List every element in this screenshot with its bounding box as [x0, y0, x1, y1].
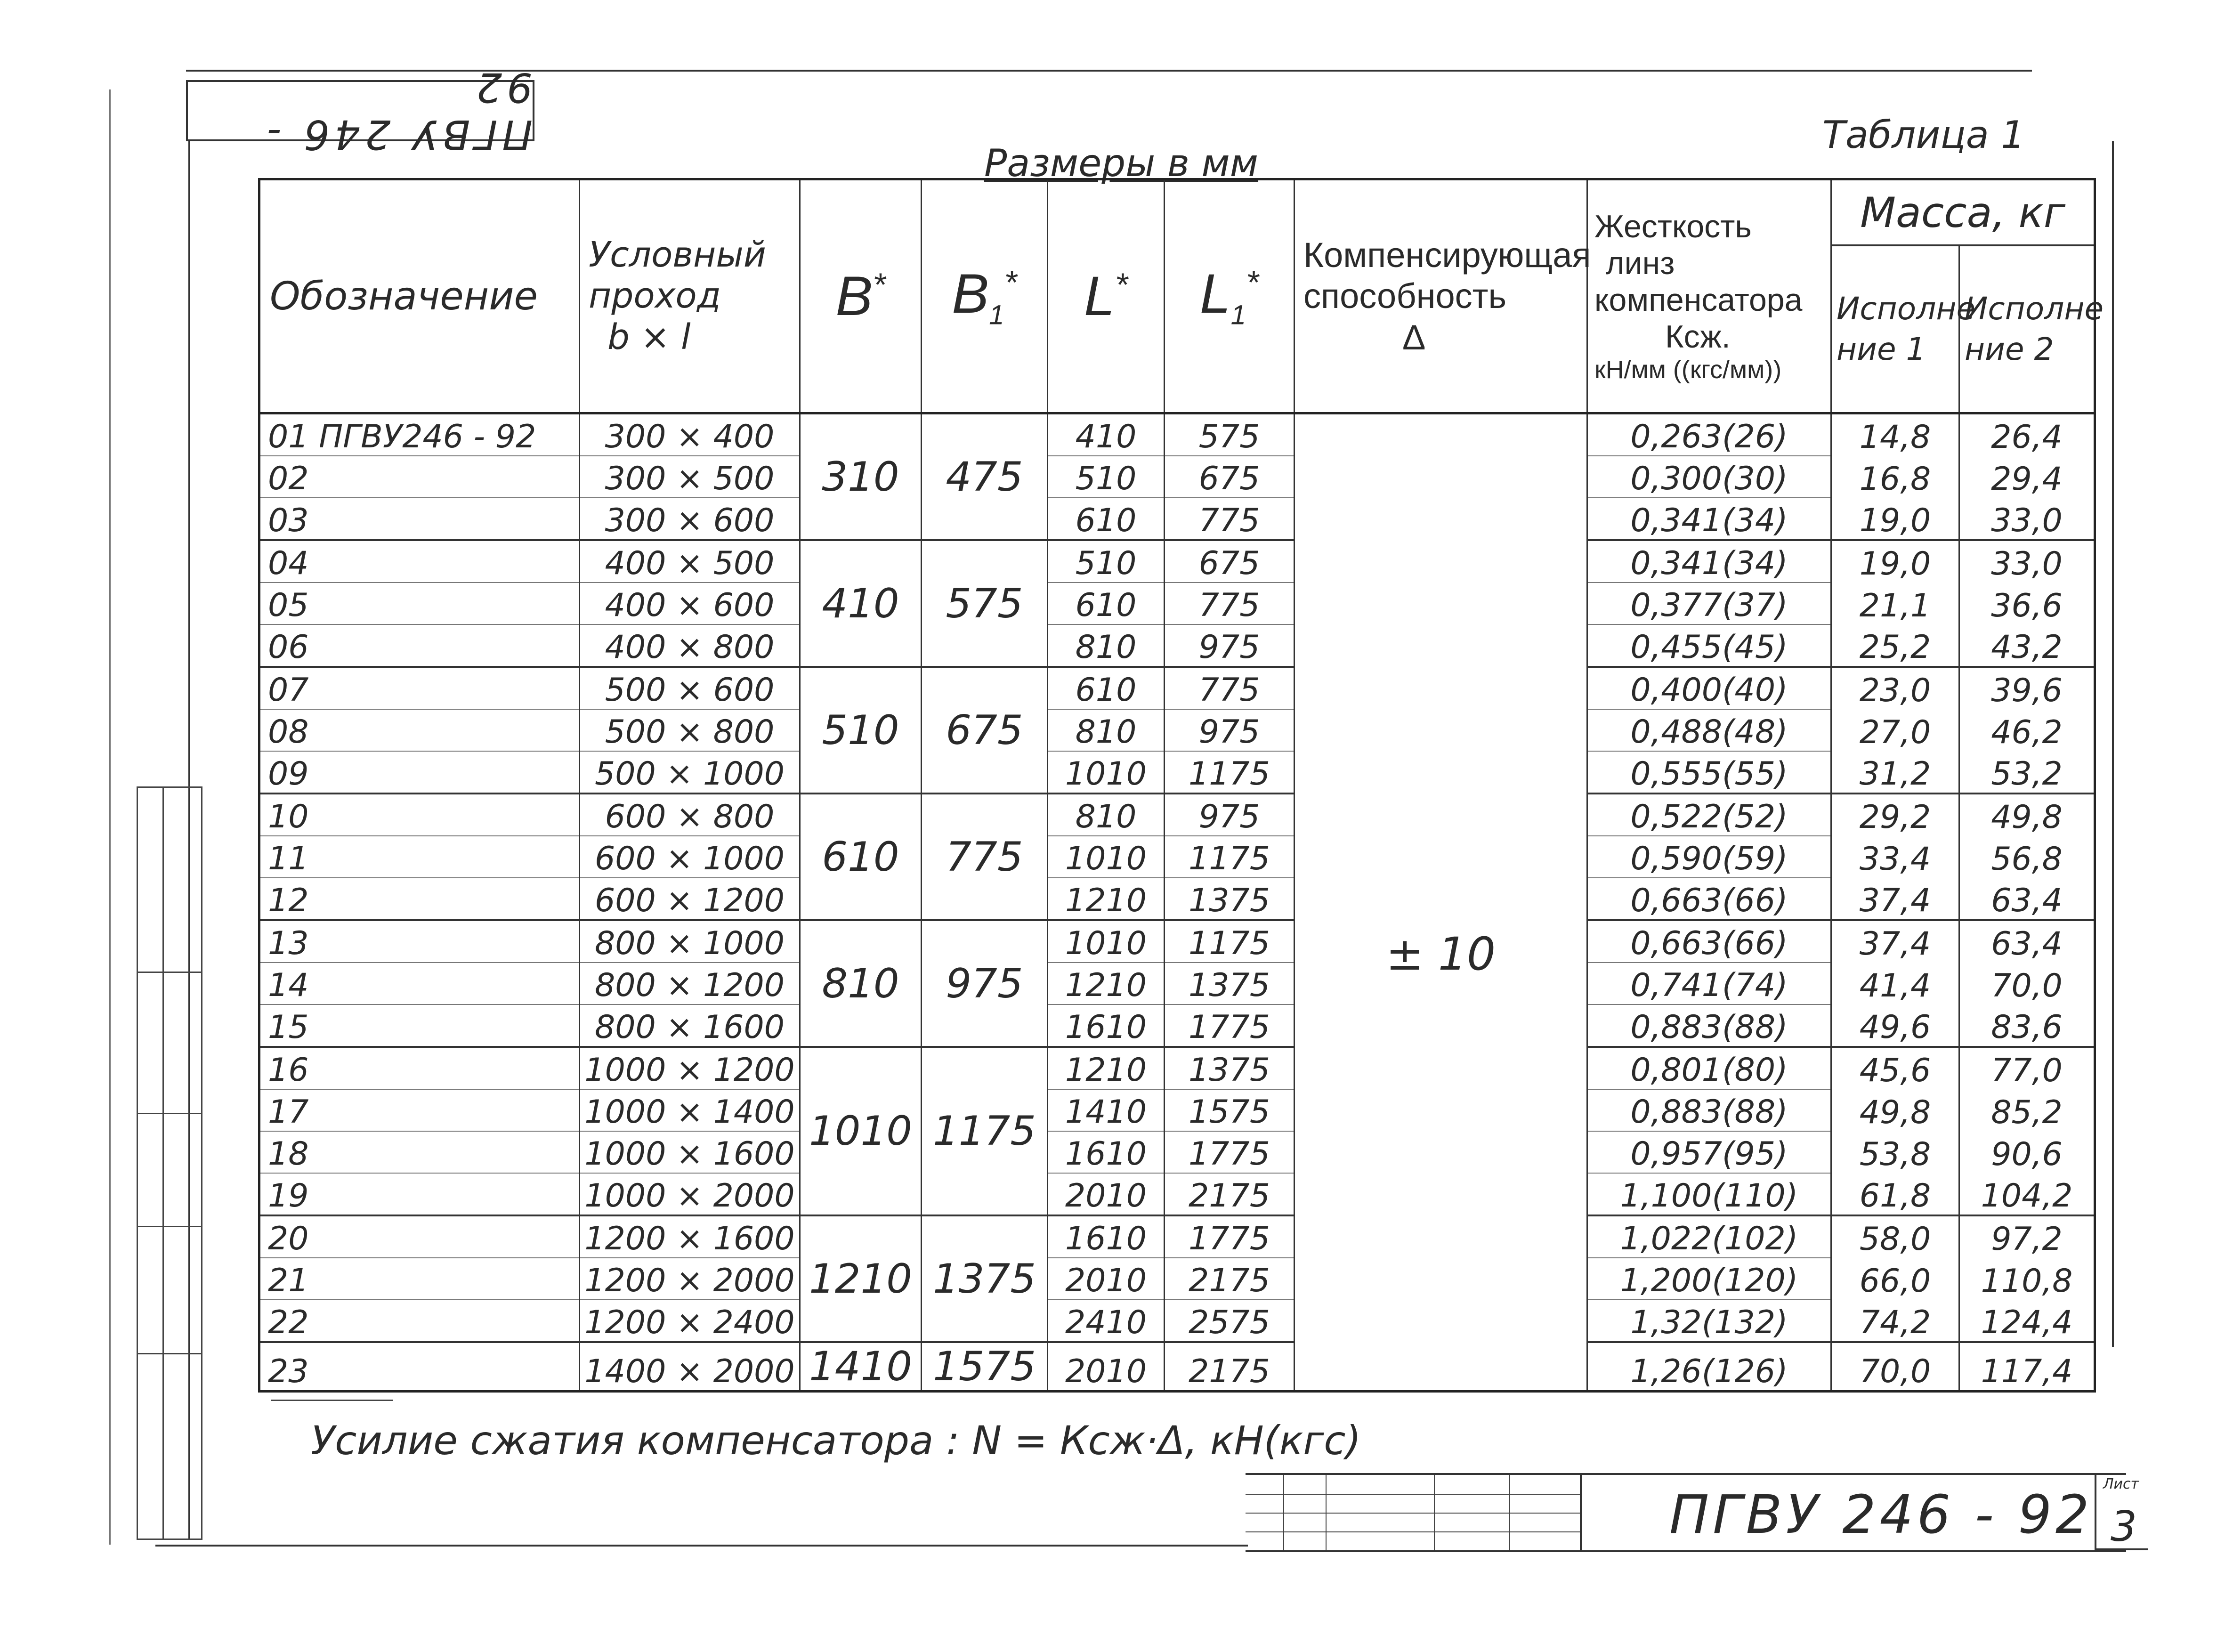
cell-mass1: 61,8 — [1831, 1173, 1959, 1215]
cell-designation: 09 — [259, 751, 580, 794]
header-compensation — [1295, 179, 1591, 413]
cell-stiffness: 1,100(110) — [1587, 1173, 1831, 1215]
cell-mass1: 66,0 — [1831, 1258, 1959, 1300]
table-row — [259, 878, 2095, 920]
cell-B: 1210 — [800, 1215, 922, 1342]
cell-passage: 600 × 1000 — [580, 836, 800, 878]
cell-L1: 1175 — [1165, 751, 1295, 794]
cell-mass2: 46,2 — [1959, 709, 2095, 751]
cell-designation: 10 — [259, 794, 580, 836]
cell-designation: 12 — [259, 878, 580, 920]
header-isp1-line1: Исполне — [1837, 291, 1976, 327]
cell-L: 610 — [1048, 498, 1165, 540]
header-B1-star: * — [1004, 264, 1017, 301]
cell-mass2: 104,2 — [1959, 1173, 2095, 1215]
cell-designation: 18 — [259, 1131, 580, 1173]
cell-L: 610 — [1048, 583, 1165, 624]
cell-mass1: 19,0 — [1831, 540, 1959, 583]
table-row — [259, 963, 2095, 1004]
cell-stiffness: 0,263(26) — [1587, 413, 1831, 456]
cell-L1: 2575 — [1165, 1300, 1295, 1342]
cell-B: 410 — [800, 540, 922, 667]
cell-stiffness: 1,26(126) — [1587, 1342, 1831, 1392]
cell-L1: 675 — [1165, 540, 1295, 583]
header-isp2-line1: Исполне — [1965, 291, 2104, 327]
cell-L: 1610 — [1048, 1131, 1165, 1173]
cell-L1: 575 — [1165, 413, 1295, 456]
header-isp2 — [1959, 245, 2104, 413]
corner-stamp — [186, 64, 534, 158]
tb-row-line — [1246, 1531, 1580, 1532]
binding-strip-divider — [138, 1113, 201, 1114]
sheet-box — [2095, 1473, 2148, 1550]
header-stiff-line1: Жесткость — [1594, 208, 1752, 244]
cell-L1: 2175 — [1165, 1258, 1295, 1300]
cell-mass2: 124,4 — [1959, 1300, 2095, 1342]
cell-L: 2010 — [1048, 1173, 1165, 1215]
binding-strip — [137, 786, 202, 1540]
cell-mass2: 77,0 — [1959, 1047, 2095, 1089]
cell-L1: 1575 — [1165, 1089, 1295, 1131]
cell-stiffness: 1,022(102) — [1587, 1215, 1831, 1258]
table-row — [259, 413, 2095, 456]
cell-L: 2010 — [1048, 1342, 1165, 1392]
cell-stiffness: 0,883(88) — [1587, 1004, 1831, 1047]
cell-mass2: 85,2 — [1959, 1089, 2095, 1131]
cell-stiffness: 0,341(34) — [1587, 498, 1831, 540]
header-L1 — [1165, 179, 1295, 413]
cell-stiffness: 0,377(37) — [1587, 583, 1831, 624]
cell-passage: 300 × 600 — [580, 498, 800, 540]
cell-L: 1210 — [1048, 1047, 1165, 1089]
sheet-label: Лист — [2103, 1476, 2139, 1492]
cell-designation: 16 — [259, 1047, 580, 1089]
cell-mass1: 70,0 — [1831, 1342, 1959, 1392]
cell-B1: 775 — [922, 794, 1048, 920]
cell-mass1: 23,0 — [1831, 667, 1959, 709]
cell-B1: 675 — [922, 667, 1048, 794]
header-L1-letter: L — [1199, 262, 1231, 325]
cell-stiffness: 1,200(120) — [1587, 1258, 1831, 1300]
cell-designation: 19 — [259, 1173, 580, 1215]
cell-B: 510 — [800, 667, 922, 794]
header-L1-star: * — [1246, 264, 1259, 301]
table-row — [259, 1173, 2095, 1215]
cell-mass1: 25,2 — [1831, 624, 1959, 667]
cell-passage: 300 × 400 — [580, 413, 800, 456]
header-L — [1048, 179, 1165, 413]
cell-stiffness: 0,455(45) — [1587, 624, 1831, 667]
cell-passage: 800 × 1200 — [580, 963, 800, 1004]
cell-designation: 03 — [259, 498, 580, 540]
cell-stiffness: 0,590(59) — [1587, 836, 1831, 878]
cell-L1: 975 — [1165, 709, 1295, 751]
cell-passage: 800 × 1600 — [580, 1004, 800, 1047]
cell-designation: 22 — [259, 1300, 580, 1342]
binding-strip-divider — [138, 972, 201, 973]
cell-designation: 08 — [259, 709, 580, 751]
cell-L: 510 — [1048, 456, 1165, 498]
cell-stiffness: 0,883(88) — [1587, 1089, 1831, 1131]
cell-mass2: 29,4 — [1959, 456, 2095, 498]
cell-B1: 975 — [922, 920, 1048, 1047]
cell-mass1: 37,4 — [1831, 920, 1959, 963]
header-stiffness — [1587, 179, 1831, 413]
cell-mass2: 56,8 — [1959, 836, 2095, 878]
cell-passage: 300 × 500 — [580, 456, 800, 498]
cell-passage: 500 × 800 — [580, 709, 800, 751]
table-row — [259, 709, 2095, 751]
cell-passage: 1400 × 2000 — [580, 1342, 800, 1392]
header-B1-sub: 1 — [989, 300, 1004, 331]
table-row — [259, 1047, 2095, 1089]
header-isp1-line2: ние 1 — [1837, 331, 1926, 367]
cell-passage: 600 × 800 — [580, 794, 800, 836]
header-passage — [580, 179, 800, 413]
cell-L: 510 — [1048, 540, 1165, 583]
header-comp-line3: Δ — [1402, 317, 1426, 357]
cell-stiffness: 0,741(74) — [1587, 963, 1831, 1004]
cell-designation: 05 — [259, 583, 580, 624]
binding-strip-vertical — [162, 788, 164, 1539]
cell-L1: 975 — [1165, 794, 1295, 836]
table-row — [259, 1215, 2095, 1258]
cell-mass1: 29,2 — [1831, 794, 1959, 836]
table-row — [259, 1300, 2095, 1342]
cell-mass2: 97,2 — [1959, 1215, 2095, 1258]
cell-B: 810 — [800, 920, 922, 1047]
cell-mass2: 117,4 — [1959, 1342, 2095, 1392]
cell-B: 1410 — [800, 1342, 922, 1392]
cell-passage: 800 × 1000 — [580, 920, 800, 963]
cell-mass2: 53,2 — [1959, 751, 2095, 794]
header-L-letter: L — [1084, 265, 1115, 327]
cell-designation: 15 — [259, 1004, 580, 1047]
footnote-rule — [271, 1400, 393, 1401]
header-stiff-line2: линз — [1606, 245, 1675, 281]
cell-mass2: 36,6 — [1959, 583, 2095, 624]
cell-mass2: 43,2 — [1959, 624, 2095, 667]
cell-designation: 04 — [259, 540, 580, 583]
table-row — [259, 498, 2095, 540]
header-stiff-line3: компенсатора — [1594, 282, 1803, 318]
cell-L1: 975 — [1165, 624, 1295, 667]
cell-L: 810 — [1048, 794, 1165, 836]
header-stiff-line5: кН/мм ((кгс/мм)) — [1594, 356, 1782, 384]
table-row — [259, 794, 2095, 836]
header-comp-line1: Компенсирующая — [1303, 235, 1591, 275]
cell-B1: 1375 — [922, 1215, 1048, 1342]
tb-row-line — [1246, 1513, 1580, 1514]
table-row — [259, 751, 2095, 794]
cell-mass1: 19,0 — [1831, 498, 1959, 540]
cell-mass2: 70,0 — [1959, 963, 2095, 1004]
cell-stiffness: 0,400(40) — [1587, 667, 1831, 709]
tb-row-line — [1246, 1494, 1580, 1495]
cell-mass2: 26,4 — [1959, 413, 2095, 456]
cell-passage: 1200 × 2400 — [580, 1300, 800, 1342]
cell-designation: 11 — [259, 836, 580, 878]
header-comp-line2: способность — [1303, 276, 1507, 316]
frame-right-line — [2112, 141, 2114, 1347]
header-passage-line1: Условный — [589, 235, 766, 275]
dimensions-table — [258, 178, 2104, 1393]
cell-passage: 600 × 1200 — [580, 878, 800, 920]
table-row — [259, 1342, 2095, 1392]
cell-designation: 17 — [259, 1089, 580, 1131]
cell-designation: 06 — [259, 624, 580, 667]
cell-mass1: 16,8 — [1831, 456, 1959, 498]
table-row — [259, 583, 2095, 624]
cell-B1: 575 — [922, 540, 1048, 667]
cell-L1: 1775 — [1165, 1215, 1295, 1258]
table-row — [259, 540, 2095, 583]
cell-mass2: 63,4 — [1959, 878, 2095, 920]
header-isp2-line2: ние 2 — [1965, 331, 2054, 367]
cell-L1: 1175 — [1165, 836, 1295, 878]
header-B-letter: B — [835, 265, 873, 327]
cell-designation: 02 — [259, 456, 580, 498]
cell-mass1: 58,0 — [1831, 1215, 1959, 1258]
table-row — [259, 920, 2095, 963]
cell-L: 810 — [1048, 624, 1165, 667]
cell-L1: 675 — [1165, 456, 1295, 498]
cell-passage: 400 × 500 — [580, 540, 800, 583]
cell-passage: 1000 × 1400 — [580, 1089, 800, 1131]
header-isp1 — [1831, 245, 1976, 413]
cell-B: 310 — [800, 413, 922, 541]
cell-mass2: 110,8 — [1959, 1258, 2095, 1300]
cell-mass1: 33,4 — [1831, 836, 1959, 878]
cell-designation: 13 — [259, 920, 580, 963]
table-row — [259, 624, 2095, 667]
cell-B: 1010 — [800, 1047, 922, 1215]
cell-L: 810 — [1048, 709, 1165, 751]
cell-mass1: 53,8 — [1831, 1131, 1959, 1173]
cell-mass1: 27,0 — [1831, 709, 1959, 751]
sheet-number: 3 — [2111, 1502, 2137, 1551]
cell-mass1: 45,6 — [1831, 1047, 1959, 1089]
table-caption: Размеры в мм — [984, 141, 1259, 185]
cell-L: 1610 — [1048, 1215, 1165, 1258]
cell-B1: 475 — [922, 413, 1048, 541]
cell-passage: 1000 × 2000 — [580, 1173, 800, 1215]
cell-L1: 2175 — [1165, 1173, 1295, 1215]
cell-passage: 400 × 600 — [580, 583, 800, 624]
cell-passage: 1200 × 1600 — [580, 1215, 800, 1258]
header-B-star: * — [873, 266, 886, 303]
cell-L: 1210 — [1048, 963, 1165, 1004]
cell-passage: 1200 × 2000 — [580, 1258, 800, 1300]
cell-L1: 1175 — [1165, 920, 1295, 963]
cell-B: 610 — [800, 794, 922, 920]
header-L-star: * — [1115, 266, 1128, 303]
table-title: Таблица 1 — [1822, 113, 2025, 157]
cell-stiffness: 0,801(80) — [1587, 1047, 1831, 1089]
frame-bottom-line — [155, 1545, 1248, 1547]
header-passage-line2: проход — [589, 275, 721, 316]
document-code: ПГВУ 246 - 92 — [1669, 1484, 2093, 1546]
cell-passage: 500 × 1000 — [580, 751, 800, 794]
cell-mass2: 49,8 — [1959, 794, 2095, 836]
cell-designation: 23 — [259, 1342, 580, 1392]
header-mass: Масса, кг — [1831, 179, 2095, 246]
cell-mass1: 21,1 — [1831, 583, 1959, 624]
cell-L1: 775 — [1165, 667, 1295, 709]
cell-mass1: 14,8 — [1831, 413, 1959, 456]
cell-L1: 1375 — [1165, 1047, 1295, 1089]
cell-L: 2410 — [1048, 1300, 1165, 1342]
title-block — [1246, 1473, 2126, 1552]
corner-stamp-text: ПГВУ 246 - 92 — [262, 64, 533, 158]
cell-stiffness: 0,555(55) — [1587, 751, 1831, 794]
tb-col-line — [1434, 1475, 1435, 1550]
cell-L1: 775 — [1165, 583, 1295, 624]
cell-L: 1410 — [1048, 1089, 1165, 1131]
cell-stiffness: 0,957(95) — [1587, 1131, 1831, 1173]
cell-passage: 500 × 600 — [580, 667, 800, 709]
header-designation: Обозначение — [259, 179, 580, 413]
cell-mass1: 49,6 — [1831, 1004, 1959, 1047]
header-passage-line3: b × l — [607, 316, 691, 357]
cell-B1: 1175 — [922, 1047, 1048, 1215]
cell-compensation — [1295, 413, 1587, 1392]
cell-designation: 14 — [259, 963, 580, 1004]
cell-stiffness: 0,341(34) — [1587, 540, 1831, 583]
footnote: Усилие сжатия компенсатора : N = Ксж·Δ, кН(кгс) — [311, 1417, 1361, 1464]
cell-B1: 1575 — [922, 1342, 1048, 1392]
cell-L: 1010 — [1048, 920, 1165, 963]
table-row — [259, 456, 2095, 498]
table-row — [259, 1089, 2095, 1131]
cell-mass2: 83,6 — [1959, 1004, 2095, 1047]
cell-designation: 20 — [259, 1215, 580, 1258]
binding-strip-divider — [138, 1226, 201, 1227]
cell-mass2: 90,6 — [1959, 1131, 2095, 1173]
tb-col-line — [1283, 1475, 1284, 1550]
header-B — [800, 179, 922, 413]
cell-L: 1610 — [1048, 1004, 1165, 1047]
tb-col-line — [1326, 1475, 1327, 1550]
cell-mass1: 31,2 — [1831, 751, 1959, 794]
cell-L: 410 — [1048, 413, 1165, 456]
cell-stiffness: 0,522(52) — [1587, 794, 1831, 836]
cell-L: 1210 — [1048, 878, 1165, 920]
cell-L1: 1375 — [1165, 878, 1295, 920]
cell-passage: 1000 × 1200 — [580, 1047, 800, 1089]
header-B1-letter: B — [952, 262, 989, 325]
title-block-grid — [1246, 1475, 1582, 1550]
cell-L: 2010 — [1048, 1258, 1165, 1300]
cell-L1: 2175 — [1165, 1342, 1295, 1392]
frame-outer-left-line — [109, 89, 111, 1545]
cell-stiffness: 0,300(30) — [1587, 456, 1831, 498]
cell-mass1: 49,8 — [1831, 1089, 1959, 1131]
cell-mass2: 33,0 — [1959, 498, 2095, 540]
cell-stiffness: 0,488(48) — [1587, 709, 1831, 751]
cell-mass2: 33,0 — [1959, 540, 2095, 583]
cell-L1: 1775 — [1165, 1131, 1295, 1173]
compensation-value: ± 10 — [1385, 928, 1496, 980]
tb-col-line — [1509, 1475, 1510, 1550]
cell-stiffness: 1,32(132) — [1587, 1300, 1831, 1342]
table-row — [259, 836, 2095, 878]
table-row — [259, 1004, 2095, 1047]
cell-designation: 07 — [259, 667, 580, 709]
cell-mass2: 39,6 — [1959, 667, 2095, 709]
cell-mass2: 63,4 — [1959, 920, 2095, 963]
cell-L: 1010 — [1048, 751, 1165, 794]
header-L1-sub: 1 — [1230, 300, 1246, 331]
table-row — [259, 1258, 2095, 1300]
cell-mass1: 74,2 — [1831, 1300, 1959, 1342]
cell-mass1: 37,4 — [1831, 878, 1959, 920]
header-B1 — [922, 179, 1048, 413]
cell-L1: 775 — [1165, 498, 1295, 540]
table-body — [259, 413, 2095, 1392]
cell-designation: 21 — [259, 1258, 580, 1300]
binding-strip-divider — [138, 1353, 201, 1354]
cell-L: 610 — [1048, 667, 1165, 709]
table-row — [259, 1131, 2095, 1173]
cell-mass1: 41,4 — [1831, 963, 1959, 1004]
cell-L1: 1375 — [1165, 963, 1295, 1004]
cell-L: 1010 — [1048, 836, 1165, 878]
cell-passage: 1000 × 1600 — [580, 1131, 800, 1173]
cell-passage: 400 × 800 — [580, 624, 800, 667]
cell-designation: 01 ПГВУ246 - 92 — [259, 413, 580, 456]
header-stiff-line4: Ксж. — [1665, 319, 1731, 355]
cell-L1: 1775 — [1165, 1004, 1295, 1047]
cell-stiffness: 0,663(66) — [1587, 878, 1831, 920]
cell-stiffness: 0,663(66) — [1587, 920, 1831, 963]
table-row — [259, 667, 2095, 709]
